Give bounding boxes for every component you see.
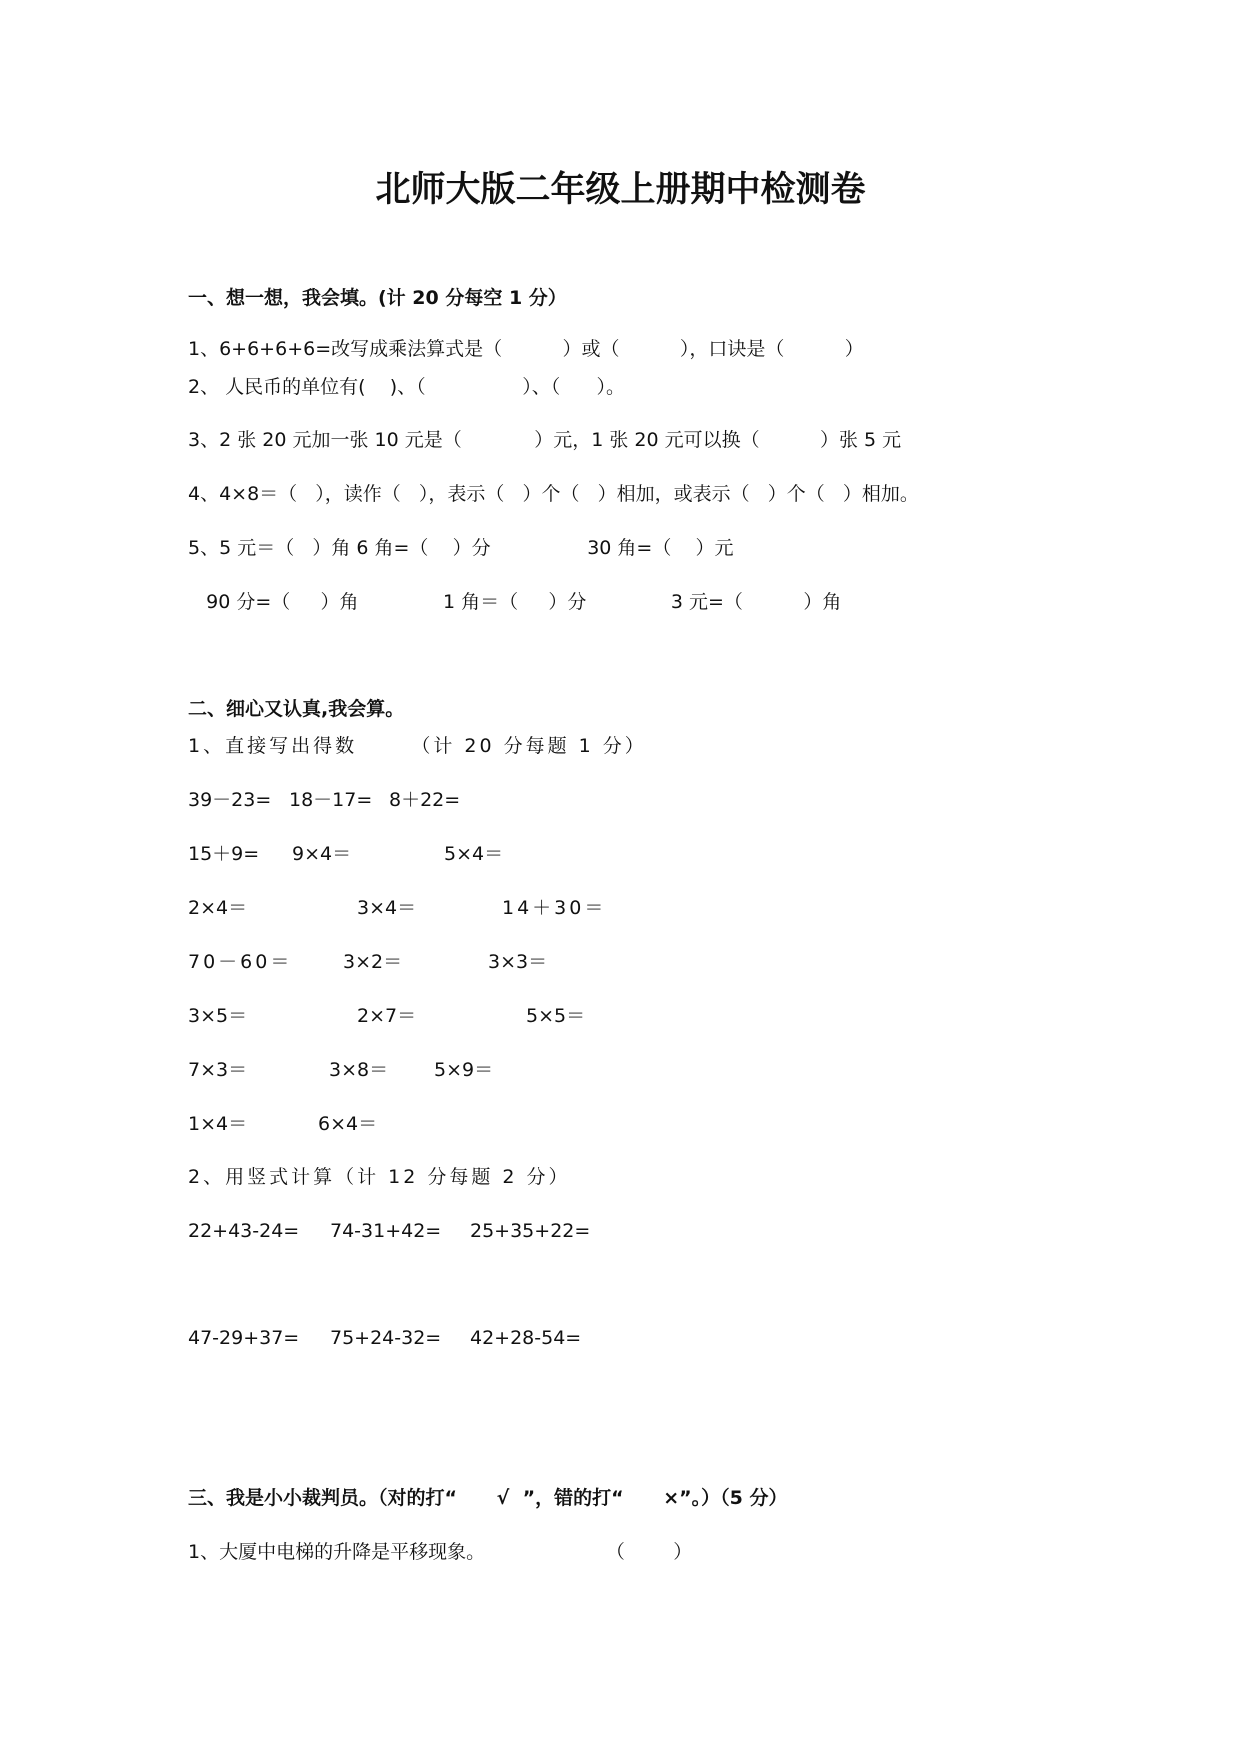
section3-heading: 三、我是小小裁判员。（对的打“ √ ”，错的打“ ×”。）（5 分） — [188, 1487, 788, 1509]
problem-5-1: 3×5＝ — [188, 1005, 248, 1027]
section1-line-5: 5、5 元＝（ ）角 6 角=（ ）分 30 角=（ ）元 — [188, 537, 734, 559]
section2-heading: 二、细心又认真,我会算。 — [188, 698, 405, 720]
problem-2-1: 15＋9= — [188, 843, 260, 865]
section3-item-1: 1、大厦中电梯的升降是平移现象。 （ ） — [188, 1541, 693, 1563]
problem-1-1: 39－23= — [188, 789, 272, 811]
section1-line-2: 2、 人民币的单位有( )、（ ）、（ ）。 — [188, 376, 625, 398]
problem-7-2: 6×4＝ — [318, 1113, 378, 1135]
problem-7-1: 1×4＝ — [188, 1113, 248, 1135]
section2-sub1: 1、直接写出得数 （计 20 分每题 1 分） — [188, 735, 647, 757]
problem-3-2: 3×4＝ — [357, 897, 417, 919]
problem-5-2: 2×7＝ — [357, 1005, 417, 1027]
problem-6-1: 7×3＝ — [188, 1059, 248, 1081]
section1-line-4: 4、4×8＝（ ），读作（ ），表示（ ）个（ ）相加，或表示（ ）个（ ）相加。 — [188, 483, 919, 505]
problem-3-1: 2×4＝ — [188, 897, 248, 919]
problem-6-3: 5×9＝ — [434, 1059, 494, 1081]
problem-2-3: 5×4＝ — [444, 843, 504, 865]
section2-sub2: 2、用竖式计算（计 12 分每题 2 分） — [188, 1166, 571, 1188]
problem-2-2: 9×4＝ — [292, 843, 352, 865]
problem-1-3: 8＋22= — [389, 789, 461, 811]
problem-4-3: 3×3＝ — [488, 951, 548, 973]
section1-line-6: 90 分=（ ）角 1 角＝（ ）分 3 元=（ ）角 — [188, 591, 842, 613]
vertical-2-2: 75+24-32= — [330, 1327, 442, 1349]
section1-line-3: 3、2 张 20 元加一张 10 元是（ ）元，1 张 20 元可以换（ ）张 5 元 — [188, 429, 902, 451]
problem-4-2: 3×2＝ — [343, 951, 403, 973]
section1-heading: 一、想一想，我会填。(计 20 分每空 1 分） — [188, 287, 567, 309]
vertical-1-1: 22+43-24= — [188, 1220, 300, 1242]
vertical-1-2: 74-31+42= — [330, 1220, 442, 1242]
problem-1-2: 18－17= — [289, 789, 373, 811]
problem-6-2: 3×8＝ — [329, 1059, 389, 1081]
vertical-2-1: 47-29+37= — [188, 1327, 300, 1349]
page-title: 北师大版二年级上册期中检测卷 — [375, 169, 866, 210]
problem-3-3: 14＋30＝ — [502, 897, 607, 919]
vertical-1-3: 25+35+22= — [470, 1220, 591, 1242]
problem-4-1: 70－60＝ — [188, 951, 293, 973]
problem-5-3: 5×5＝ — [526, 1005, 586, 1027]
section1-line-1: 1、6+6+6+6=改写成乘法算式是（ ）或（ ），口诀是（ ） — [188, 338, 864, 360]
vertical-2-3: 42+28-54= — [470, 1327, 582, 1349]
